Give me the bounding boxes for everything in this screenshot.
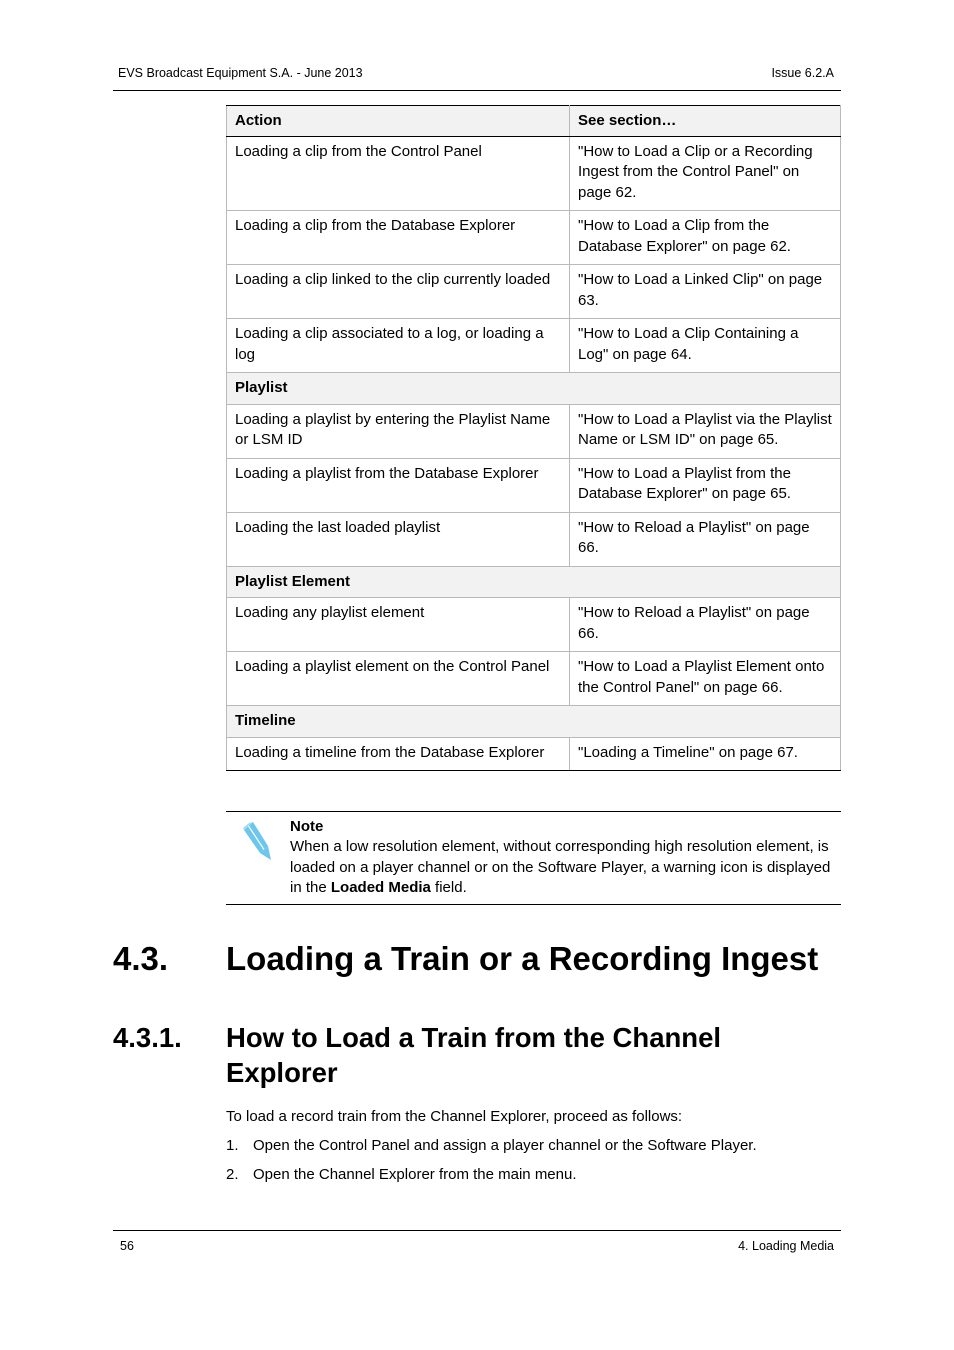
section-link-cell[interactable]: "How to Load a Clip Containing a Log" on page 64. xyxy=(570,319,841,373)
procedure-steps xyxy=(226,1137,757,1195)
section-link-cell[interactable]: "How to Load a Clip from the Database Explorer" on page 62. xyxy=(570,211,841,265)
table-row xyxy=(227,598,841,652)
page-number: 56 xyxy=(120,1239,134,1253)
table-row xyxy=(227,512,841,566)
table-row xyxy=(227,265,841,319)
reference-table xyxy=(226,105,841,771)
action-cell: Loading a timeline from the Database Explorer xyxy=(227,737,570,771)
table-row xyxy=(227,319,841,373)
group-label: Timeline xyxy=(227,706,841,738)
header-publisher: EVS Broadcast Equipment S.A. - June 2013 xyxy=(118,66,363,80)
note-text xyxy=(290,837,835,899)
action-cell: Loading a clip from the Control Panel xyxy=(227,136,570,211)
section-link-cell[interactable]: "How to Load a Playlist from the Database Explorer" on page 65. xyxy=(570,458,841,512)
section-link-cell[interactable]: "How to Reload a Playlist" on page 66. xyxy=(570,598,841,652)
note-box xyxy=(226,811,841,905)
step-text: Open the Channel Explorer from the main menu. xyxy=(253,1166,577,1183)
section-link-cell[interactable]: "How to Load a Linked Clip" on page 63. xyxy=(570,265,841,319)
section-link-cell[interactable]: "How to Reload a Playlist" on page 66. xyxy=(570,512,841,566)
step-number: 2. xyxy=(226,1166,239,1183)
action-cell: Loading a clip associated to a log, or loading a log xyxy=(227,319,570,373)
footer-chapter: 4. Loading Media xyxy=(738,1239,834,1253)
page-header xyxy=(113,66,841,91)
note-text-after: field. xyxy=(430,879,467,896)
action-cell: Loading a playlist by entering the Playlist Name or LSM ID xyxy=(227,404,570,458)
action-cell: Loading any playlist element xyxy=(227,598,570,652)
action-cell: Loading the last loaded playlist xyxy=(227,512,570,566)
column-header-action: Action xyxy=(227,106,570,137)
note-title: Note xyxy=(290,818,324,835)
action-cell: Loading a clip from the Database Explorer xyxy=(227,211,570,265)
table-row xyxy=(227,136,841,211)
table-group-row xyxy=(227,706,841,738)
table-header-row xyxy=(227,106,841,137)
group-label: Playlist Element xyxy=(227,566,841,598)
step-number: 1. xyxy=(226,1137,239,1154)
table-row xyxy=(227,737,841,771)
section-link-cell[interactable]: "Loading a Timeline" on page 67. xyxy=(570,737,841,771)
section-link-cell[interactable]: "How to Load a Playlist via the Playlist Name or LSM ID" on page 65. xyxy=(570,404,841,458)
list-item xyxy=(226,1166,757,1195)
list-item xyxy=(226,1137,757,1166)
section-link-cell[interactable]: "How to Load a Clip or a Recording Ingest from the Control Panel" on page 62. xyxy=(570,136,841,211)
action-cell: Loading a playlist from the Database Explorer xyxy=(227,458,570,512)
column-header-section: See section… xyxy=(570,106,841,137)
table-group-row xyxy=(227,566,841,598)
action-cell: Loading a clip linked to the clip currently loaded xyxy=(227,265,570,319)
section-title: Loading a Train or a Recording Ingest xyxy=(226,940,819,977)
section-number: 4.3. xyxy=(113,940,169,977)
pencil-icon xyxy=(240,818,274,862)
table-row xyxy=(227,458,841,512)
action-cell: Loading a playlist element on the Control Panel xyxy=(227,652,570,706)
note-loaded-media: Loaded Media xyxy=(330,879,431,896)
note-text-before: When a low resolution element, without corresponding high resolution element, is loaded on a player channel or on the Software Player, a warning icon is displayed in the xyxy=(290,838,831,896)
header-issue: Issue 6.2.A xyxy=(771,66,834,80)
intro-paragraph: To load a record train from the Channel Explorer, proceed as follows: xyxy=(226,1108,683,1125)
section-link-cell[interactable]: "How to Load a Playlist Element onto the Control Panel" on page 66. xyxy=(570,652,841,706)
page-footer xyxy=(113,1230,841,1253)
table-row xyxy=(227,211,841,265)
subsection-number: 4.3.1. xyxy=(113,1022,182,1053)
table-group-row xyxy=(227,373,841,405)
step-text: Open the Control Panel and assign a player channel or the Software Player. xyxy=(253,1137,757,1154)
subsection-title: How to Load a Train from the Channel Explorer xyxy=(226,1022,722,1088)
table-row xyxy=(227,404,841,458)
group-label: Playlist xyxy=(227,373,841,405)
table-row xyxy=(227,652,841,706)
